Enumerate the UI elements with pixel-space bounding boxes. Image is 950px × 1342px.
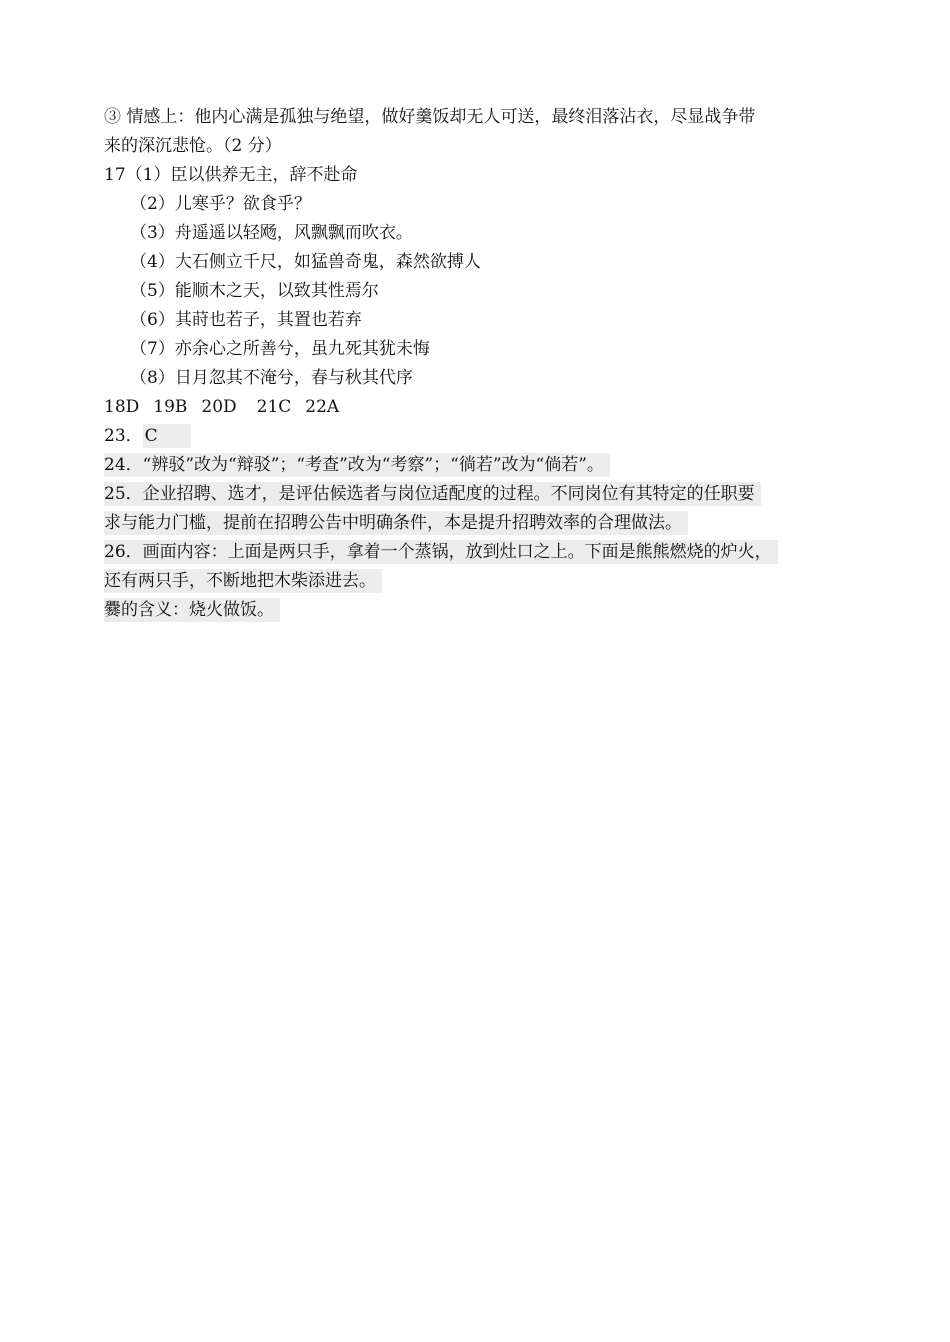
q23 (104, 422, 864, 451)
answer-21: 21C (256, 397, 292, 417)
answer-20: 20D (201, 397, 237, 417)
q26-answer-2: 还有两只手，不断地把木柴添进去。 (104, 569, 382, 593)
q24-answer: 24．“辨驳”改为“辩驳”；“考查”改为“考察”；“徜若”改为“倘若”。 (104, 453, 610, 477)
multiple-choice-answers (104, 393, 864, 422)
answer-key (104, 103, 864, 625)
q17-item-6: （6）其莳也若子，其置也若弃 (130, 310, 362, 330)
q25-line-1 (104, 480, 864, 509)
q26-answer-3: 爨的含义：烧火做饭。 (104, 598, 280, 622)
q16-line-2: 来的深沉悲怆。（2 分） (104, 136, 282, 156)
q17-answer: （1）臣以供养无主，辞不赴命 (125, 165, 358, 185)
q17-item-5: （5）能顺木之天，以致其性焉尔 (130, 281, 379, 301)
q17-item-7: （7）亦余心之所善兮，虽九死其犹未悔 (130, 339, 430, 359)
q26-line-3 (104, 596, 864, 625)
q24 (104, 451, 864, 480)
q25-answer-2: 求与能力门槛，提前在招聘公告中明确条件，本是提升招聘效率的合理做法。 (104, 511, 688, 535)
q23-answer: C (143, 424, 191, 448)
q26-line-2 (104, 567, 864, 596)
answer-18: 18D (104, 397, 140, 417)
q17-item-1 (104, 161, 864, 190)
q17-number: 17 (104, 165, 126, 185)
q26-answer-1: 26．画面内容：上面是两只手，拿着一个蒸锅，放到灶口之上。下面是熊熊燃烧的炉火， (104, 540, 778, 564)
q26-line-1 (104, 538, 864, 567)
q25-line-2 (104, 509, 864, 538)
q17-item-4: （4）大石侧立千尺，如猛兽奇鬼，森然欲搏人 (130, 252, 481, 272)
q23-number: 23． (104, 426, 143, 446)
q17-item-3: （3）舟遥遥以轻飏，风飘飘而吹衣。 (130, 223, 413, 243)
q16-line-1: ③ 情感上：他内心满是孤独与绝望，做好羹饭却无人可送，最终泪落沾衣，尽显战争带 (104, 107, 756, 127)
q17-item-2: （2）儿寒乎？欲食乎？ (130, 194, 311, 214)
q17-item-8: （8）日月忽其不淹兮，春与秋其代序 (130, 368, 413, 388)
q25-answer-1: 25．企业招聘、选才，是评估候选者与岗位适配度的过程。不同岗位有其特定的任职要 (104, 482, 761, 506)
answer-22: 22A (305, 397, 340, 417)
answer-19: 19B (153, 397, 188, 417)
